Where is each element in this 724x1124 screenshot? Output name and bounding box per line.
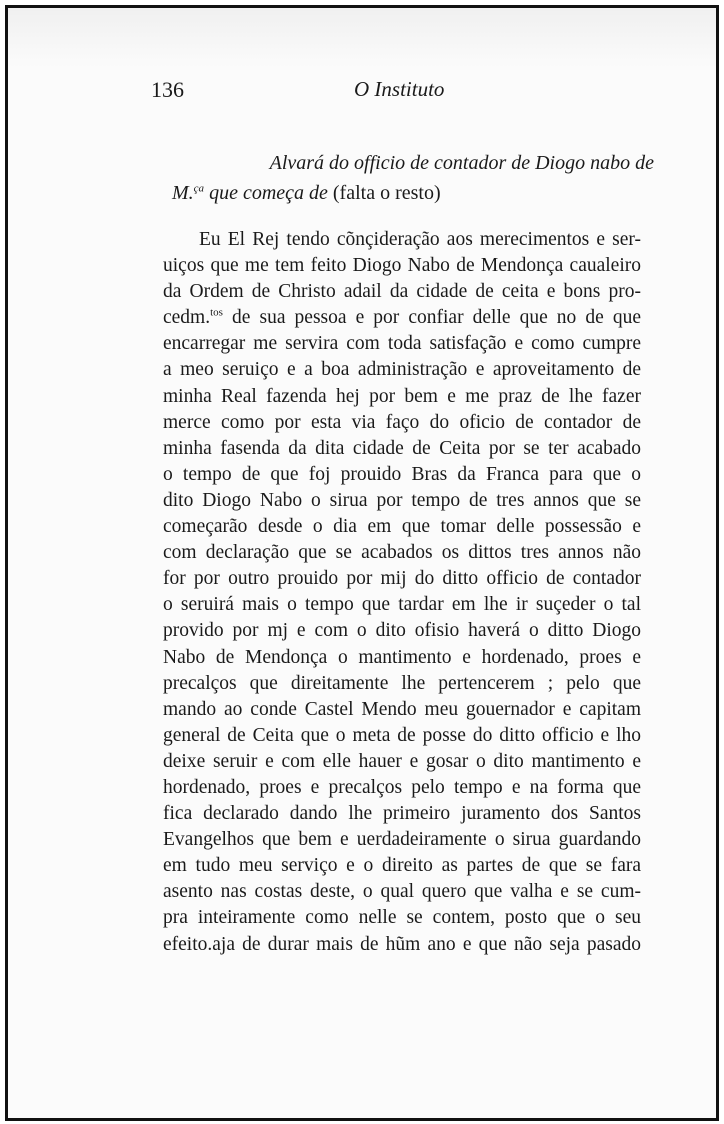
body-line: Evangelhos que bem e uerdadeiramente o sirua guardando [163, 829, 641, 851]
body-line-rest: de sua pessoa e por confiar delle que no de que [222, 307, 641, 329]
body-line: a meo seruiço e a boa administração e aproveitamento de [163, 359, 641, 381]
body-line: minha Real fazenda hej por bem e me praz de lhe fazer [163, 385, 641, 407]
title-line-2 [160, 178, 654, 208]
title-abbrev-sup: ça [193, 182, 205, 195]
title-note: (falta o resto) [327, 182, 441, 204]
title-abbrev: M. [172, 182, 194, 204]
body-line: merce como por esta via faço do oficio de contador de [163, 411, 641, 433]
body-line: Nabo de Mendonça o mantimento e hordenado, proes e [163, 646, 641, 668]
body-line [163, 305, 641, 331]
body-line: em tudo meu serviço e o direito as partes de que se fara [163, 855, 641, 877]
body-line: efeito.aja de durar mais de hũm ano e que não seja pasado [163, 933, 641, 955]
body-line: da Ordem de Christo adail da cidade de ceita e bons pro- [163, 281, 641, 303]
body-line: o tempo de que foj prouido Bras da Franca para que o [163, 463, 641, 485]
document-body [163, 227, 641, 958]
body-line: dito Diogo Nabo o sirua por tempo de tres annos que se [163, 489, 641, 511]
body-line: uiços que me tem feito Diogo Nabo de Mendonça caualeiro [163, 255, 641, 277]
body-line: asento nas costas deste, o qual quero que valha e se cum- [163, 881, 641, 903]
body-abbrev-sup: tos [210, 306, 223, 319]
top-margin [8, 8, 716, 68]
body-line: deixe seruir e com elle hauer e gosar o dito mantimento e [163, 750, 641, 772]
body-line: encarregar me servira com toda satisfação e como cumpre [163, 333, 641, 355]
body-line: fica declarado dando lhe primeiro juramento dos Santos [163, 803, 641, 825]
body-line: o seruirá mais o tempo que tardar em lhe ir suçeder o tal [163, 594, 641, 616]
body-line: hordenado, proes e precalços pelo tempo e na forma que [163, 776, 641, 798]
body-line: Eu El Rej tendo cõnçideração aos merecimentos e ser- [199, 229, 641, 250]
body-line: provido por mj e com o dito ofisio haverá o ditto Diogo [163, 620, 641, 642]
title-line-2-rest: que começa de [204, 182, 328, 204]
running-title: O Instituto [354, 77, 445, 101]
document-title [160, 148, 654, 208]
body-line: precalços que direitamente lhe pertencerem ; pelo que [163, 672, 641, 694]
body-abbrev: cedm. [163, 307, 211, 329]
body-line: general de Ceita que o meta de posse do ditto officio e lho [163, 724, 641, 746]
body-line: mando ao conde Castel Mendo meu gouernador e capitam [163, 698, 641, 720]
body-line: for por outro prouido por mij do ditto officio de contador [163, 568, 641, 590]
body-line: começarão desde o dia em que tomar delle possessão e [163, 516, 641, 538]
title-line-1: Alvará do officio de contador de Diogo nabo de [269, 152, 654, 174]
body-line: minha fasenda da dita cidade de Ceita por se ter acabado [163, 437, 641, 459]
body-line: com declaração que se acabados os dittos tres annos não [163, 542, 641, 564]
page-number: 136 [151, 77, 184, 102]
body-line: pra inteiramente como nelle se contem, posto que o seu [163, 907, 641, 929]
